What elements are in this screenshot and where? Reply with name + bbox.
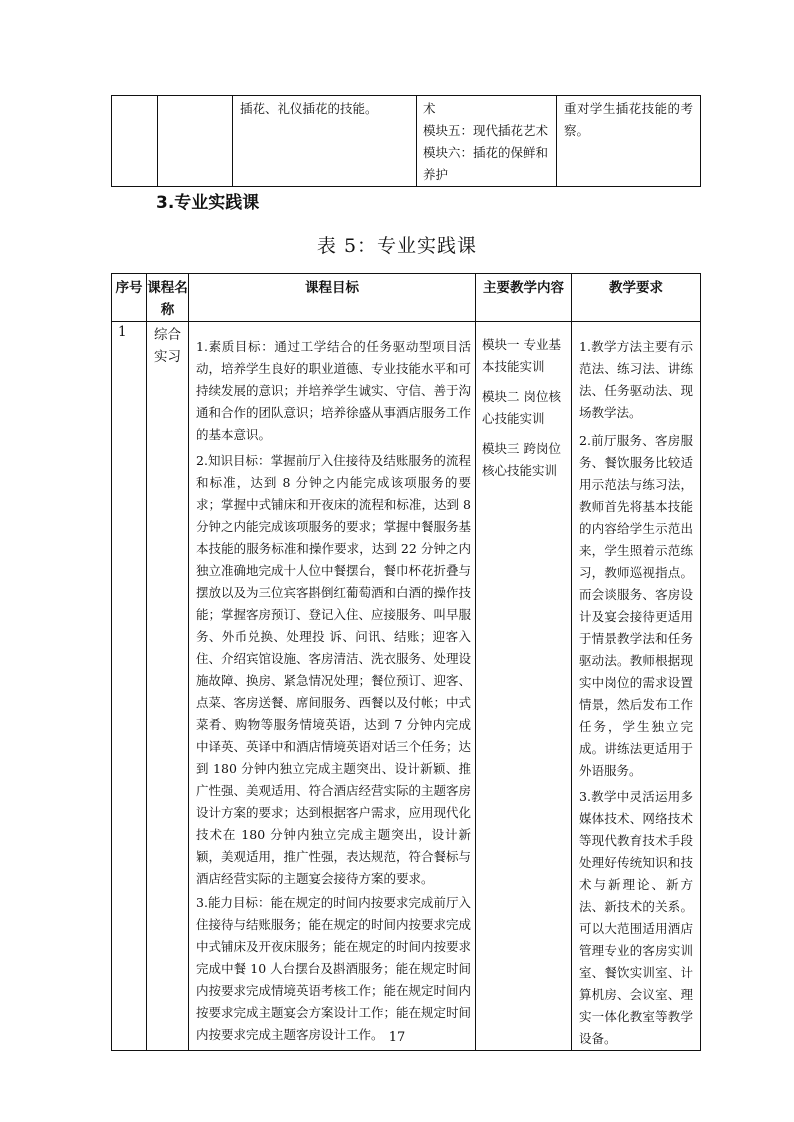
prev-content-line: 模块五：现代插花艺术	[423, 123, 549, 138]
table-row	[112, 322, 701, 1051]
content-item: 模块二 岗位核心技能实训	[482, 389, 561, 426]
practice-course-table	[111, 273, 701, 1051]
objective-paragraph: 2.知识目标：掌握前厅入住接待及结账服务的流程和标准，达到 8 分钟之内能完成该项服务的要求；掌握中式铺床和开夜床的流程和标准，达到 8 分钟之内能完成该项服务的要求；掌握中餐服务基本技能的服务标准和操作要求，达到 22 分钟之内独立准确地完成十人位中餐摆台，餐巾杯花折叠与摆放以及为三位宾客斟倒红葡萄酒和白酒的操作技能；掌握客房预订、登记入住、应接服务、叫早服务、外币兑换、处理投 诉、问讯、结账；迎客入住、介绍宾馆设施、客房清洁、洗衣服务、处理设施故障、换房、紧急情况处理；餐位预订、迎客、点菜、客房送餐、席间服务、西餐以及付帐；中式菜肴、购物等服务情境英语，达到 7 分钟内完成中译英、英译中和酒店情境英语对话三个任务；达到 180 分钟内独立完成主题突出、设计新颖、推广性强、美观适用、符合酒店经营实际的主题客房设计方案的要求；达到根据客户需求，应用现代化技术在 180 分钟内独立完成主题突出，设计新颖，美观适用，推广性强，表达规范，符合餐标与酒店经营实际的主题宴会接待方案的要求。	[196, 453, 472, 886]
row-course-name: 综合实习	[147, 322, 189, 1051]
page-number: 17	[388, 1030, 406, 1045]
previous-table	[111, 95, 701, 187]
prev-content-line: 模块六：插花的保鲜和养护	[423, 145, 549, 182]
requirement-paragraph: 3.教学中灵活运用多媒体技术、网络技术等现代教育技术手段处理好传统知识和技术与新理论、新方法、新技术的关系。可以大范围适用酒店管理专业的客房实训室、餐饮实训室、计算机房、会议室、理实一体化教室等教学设备。	[579, 789, 693, 1046]
prev-cell-no	[112, 96, 158, 187]
section-heading: 3.专业实践课	[156, 193, 260, 213]
objective-paragraph: 1.素质目标：通过工学结合的任务驱动型项目活动，培养学生良好的职业道德、专业技能水平和可持续发展的意识；并培养学生诚实、守信、善于沟通和合作的团队意识；培养徐盛从事酒店服务工作的基本意识。	[196, 339, 472, 442]
header-objectives: 课程目标	[189, 274, 476, 322]
row-contents	[476, 322, 572, 1051]
prev-cell-name	[158, 96, 233, 187]
header-contents: 主要教学内容	[476, 274, 572, 322]
content-item: 模块一 专业基本技能实训	[482, 337, 561, 374]
table-caption: 表 5：专业实践课	[316, 235, 478, 257]
requirement-paragraph: 2.前厅服务、客房服务、餐饮服务比较适用示范法与练习法，教师首先将基本技能的内容给学生示范出来，学生照着示范练习，教师巡视指点。而会谈服务、客房设计及宴会接待更适用于情景教学法和任务驱动法。教师根据现实中岗位的需求设置情景，然后发布工作任务，学生独立完成。讲练法更适用于外语服务。	[579, 433, 693, 778]
prev-content	[417, 96, 557, 187]
prev-content-line: 术	[423, 101, 436, 116]
row-number: 1	[112, 322, 147, 1051]
content-item: 模块三 跨岗位核心技能实训	[482, 441, 561, 478]
requirement-paragraph: 1.教学方法主要有示范法、练习法、讲练法、任务驱动法、现场教学法。	[579, 339, 693, 420]
row-objectives	[189, 322, 476, 1051]
prev-requirement: 重对学生插花技能的考察。	[557, 96, 701, 187]
objective-paragraph: 3.能力目标：能在规定的时间内按要求完成前厅入住接待与结账服务；能在规定的时间内按要求完成中式铺床及开夜床服务；能在规定的时间内按要求完成中餐 10 人台摆台及斟酒服务；能在规定时间内按要求完成情境英语考核工作；能在规定时间内按要求完成主题宴会方案设计工作；能在规定时间内按要求完成主题客房设计工作。	[196, 895, 472, 1042]
header-no: 序号	[112, 274, 147, 322]
header-requirements: 教学要求	[572, 274, 701, 322]
prev-objective: 插花、礼仪插花的技能。	[233, 96, 417, 187]
table-header-row	[112, 274, 701, 322]
header-name: 课程名称	[147, 274, 189, 322]
row-requirements	[572, 322, 701, 1051]
